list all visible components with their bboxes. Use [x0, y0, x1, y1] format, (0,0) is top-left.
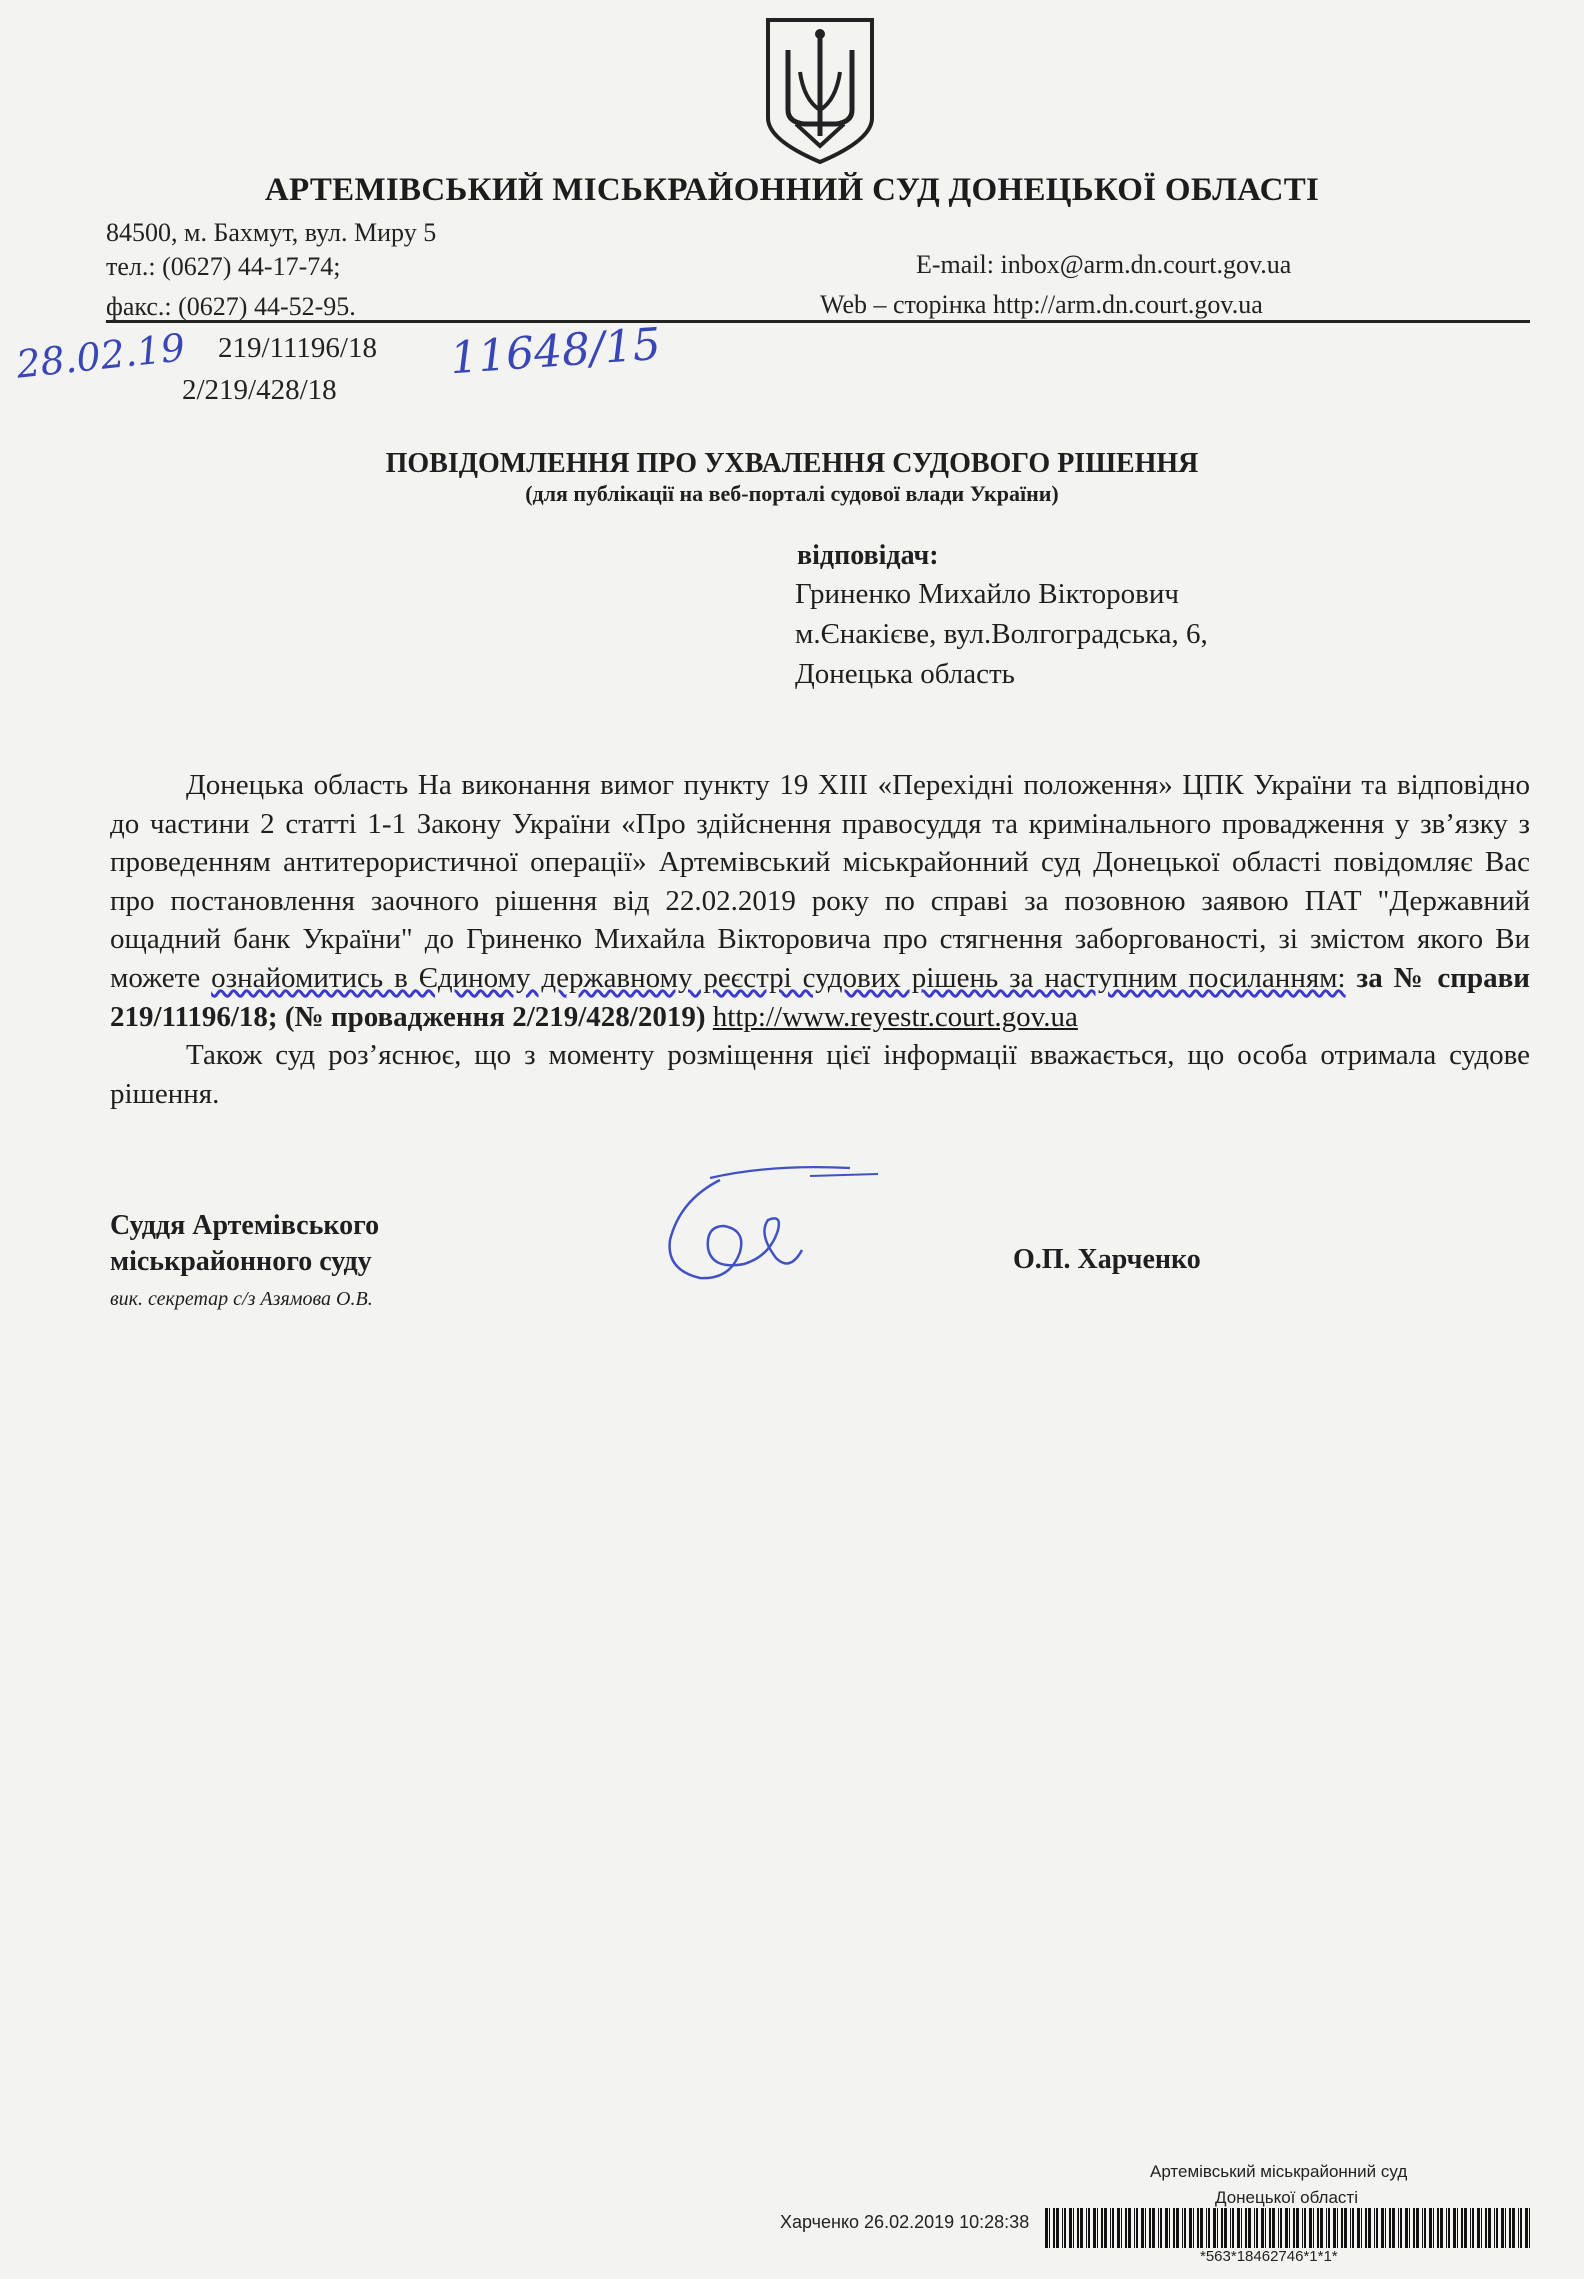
- court-fax: факс.: (0627) 44-52-95.: [106, 292, 356, 321]
- secretary-note: вик. секретар с/з Азямова О.В.: [110, 1288, 373, 1310]
- barcode-icon: [1045, 2208, 1535, 2248]
- respondent-label: відповідач:: [797, 540, 939, 571]
- case-number: 219/11196/18: [218, 332, 377, 364]
- notice-body: [110, 766, 1530, 1113]
- court-name: АРТЕМІВСЬКИЙ МІСЬКРАЙОННИЙ СУД ДОНЕЦЬКОЇ ОБЛАСТІ: [264, 172, 1320, 208]
- header-divider: [106, 320, 1530, 323]
- respondent-name: Гриненко Михайло Вікторович: [795, 578, 1179, 610]
- court-phone: тел.: (0627) 44-17-74;: [106, 252, 341, 281]
- judge-title: [110, 1208, 379, 1280]
- court-address: 84500, м. Бахмут, вул. Миру 5: [106, 218, 437, 247]
- respondent-region: Донецька область: [795, 658, 1015, 690]
- judge-name: О.П. Харченко: [1013, 1244, 1201, 1275]
- notice-title: ПОВІДОМЛЕННЯ ПРО УХВАЛЕННЯ СУДОВОГО РІШЕННЯ: [385, 448, 1199, 479]
- body-paragraph-2: Також суд роз’яснює, що з моменту розміщення цієї інформації вважається, що особа отримала судове рішення.: [110, 1039, 1530, 1110]
- stamp-region: Донецької області: [1215, 2188, 1358, 2207]
- court-email: E-mail: inbox@arm.dn.court.gov.ua: [916, 250, 1292, 279]
- judge-title-line-1: Суддя Артемівського: [110, 1210, 380, 1241]
- registry-link[interactable]: http://www.reyestr.court.gov.ua: [712, 1000, 1078, 1033]
- body-text: Донецька область На виконання вимог пункту 19 XIII «Перехідні положення» ЦПК України та відповідно до частини 2 статті 1-1 Закону України «Про здійснення правосуддя та кримінального провадження у зв’язку з проведенням антитерористичної операції» Артемівський міськрайонний суд Донецької області повідомляє Вас про постановлення заочного рішення від 22.02.2019 року по справі за позовною заявою ПАТ "Державний ощадний банк України" до Гриненко Михайла Вікторовича про стягнення заборгованості, зі змістом якого Ви можете: [110, 769, 1530, 994]
- handwritten-number: 11648/15: [448, 318, 663, 385]
- notice-subtitle: (для публікації на веб-порталі судової влади України): [525, 481, 1059, 506]
- body-underlined-text: ознайомитись в Єдиному державному реєстрі судових рішень за наступним посиланням:: [211, 961, 1346, 994]
- coat-of-arms-icon: [760, 14, 880, 166]
- stamp-signed-date: Харченко 26.02.2019 10:28:38: [780, 2212, 1030, 2232]
- case-reference-text: за № справи 219/11196/18; (№ провадження 2/219/428/2019): [110, 961, 1531, 1033]
- barcode-number: *563*18462746*1*1*: [1200, 2248, 1338, 2265]
- judge-title-line-2: міськрайонного суду: [110, 1246, 372, 1277]
- court-web: Web – сторінка http://arm.dn.court.gov.ua: [820, 290, 1263, 319]
- handwritten-date: 28.02.19: [14, 325, 188, 387]
- stamp-court: Артемівський міськрайонний суд: [1150, 2162, 1408, 2181]
- proceeding-number: 2/219/428/18: [182, 374, 337, 406]
- body-paragraph-1: [110, 766, 1530, 1036]
- signature-icon: [650, 1160, 890, 1300]
- respondent-address: м.Єнакієве, вул.Волгоградська, 6,: [795, 618, 1208, 650]
